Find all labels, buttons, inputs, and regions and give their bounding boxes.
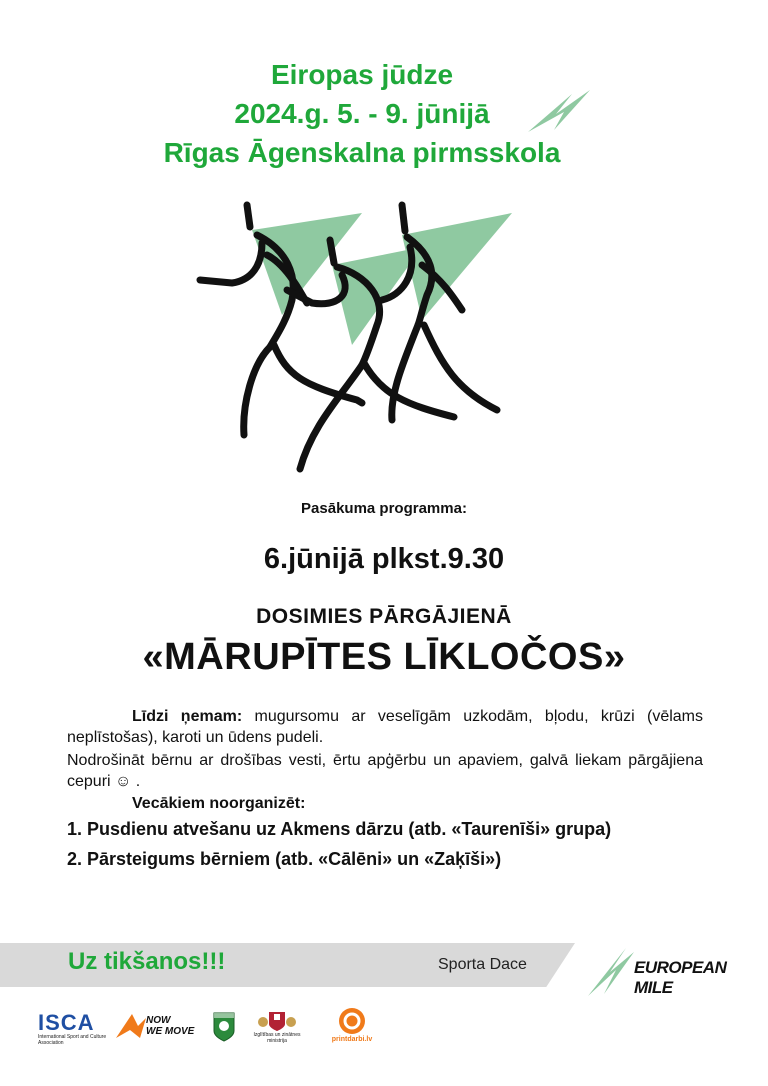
event-title: «MĀRUPĪTES LĪKLOČOS» [142, 636, 626, 678]
bring-paragraph [67, 706, 703, 748]
now-we-move-icon [116, 1012, 148, 1040]
event-heading: DOSIMIES PĀRGĀJIENĀ [256, 605, 512, 628]
printdarbi-icon [337, 1006, 367, 1036]
bring-text: mugursomu ar veselīgām uzkodām, bļodu, krūzi (vēlams neplīstošas), karoti un ūdens pudeli. [67, 708, 704, 746]
parents-label: Vecākiem noorganizēt: [132, 795, 306, 812]
printdarbi-logo: printdarbi.lv [322, 1006, 382, 1043]
program-label: Pasākuma programma: [301, 500, 467, 517]
list-item: 2. Pārsteigums bērniem (atb. «Cālēni» un «Zaķīši») [67, 849, 502, 869]
isca-logo: ISCA International Sport and Culture Association [38, 1010, 107, 1046]
footer-slogan: Uz tikšanos!!! [68, 948, 226, 975]
european-mile-brand-icon [586, 944, 636, 998]
header-title-line1: Eiropas jūdze [270, 59, 454, 90]
event-date-time: 6.jūnijā plkst.9.30 [263, 543, 505, 575]
bring-label: Līdzi ņemam: [132, 708, 243, 725]
european-mile-text: EUROPEAN MILE [634, 958, 727, 997]
coat-of-arms-icon [257, 1010, 297, 1032]
safety-paragraph: Nodrošināt bērnu ar drošības vesti, ērtu apģērbu un apaviem, galvā liekam pārgājiena cepuri ☺ . [67, 752, 703, 790]
now-we-move-logo: NOW WE MOVE [116, 1012, 196, 1042]
header-title-line2: 2024.g. 5. - 9. jūnijā [234, 98, 490, 129]
ministry-logo: Izglītības un zinātnes ministrija [252, 1010, 302, 1044]
runners-illustration [192, 195, 522, 480]
list-item: 1. Pusdienu atvešanu uz Akmens dārzu (atb. «Taurenīši» grupa) [67, 819, 612, 839]
tasks-list [67, 817, 707, 871]
footer-author: Sporta Dace [438, 956, 527, 973]
sports-club-crest-icon [212, 1011, 236, 1043]
european-mile-logo-icon [526, 90, 592, 134]
header-title-line3: Rīgas Āgenskalna pirmsskola [163, 137, 561, 168]
